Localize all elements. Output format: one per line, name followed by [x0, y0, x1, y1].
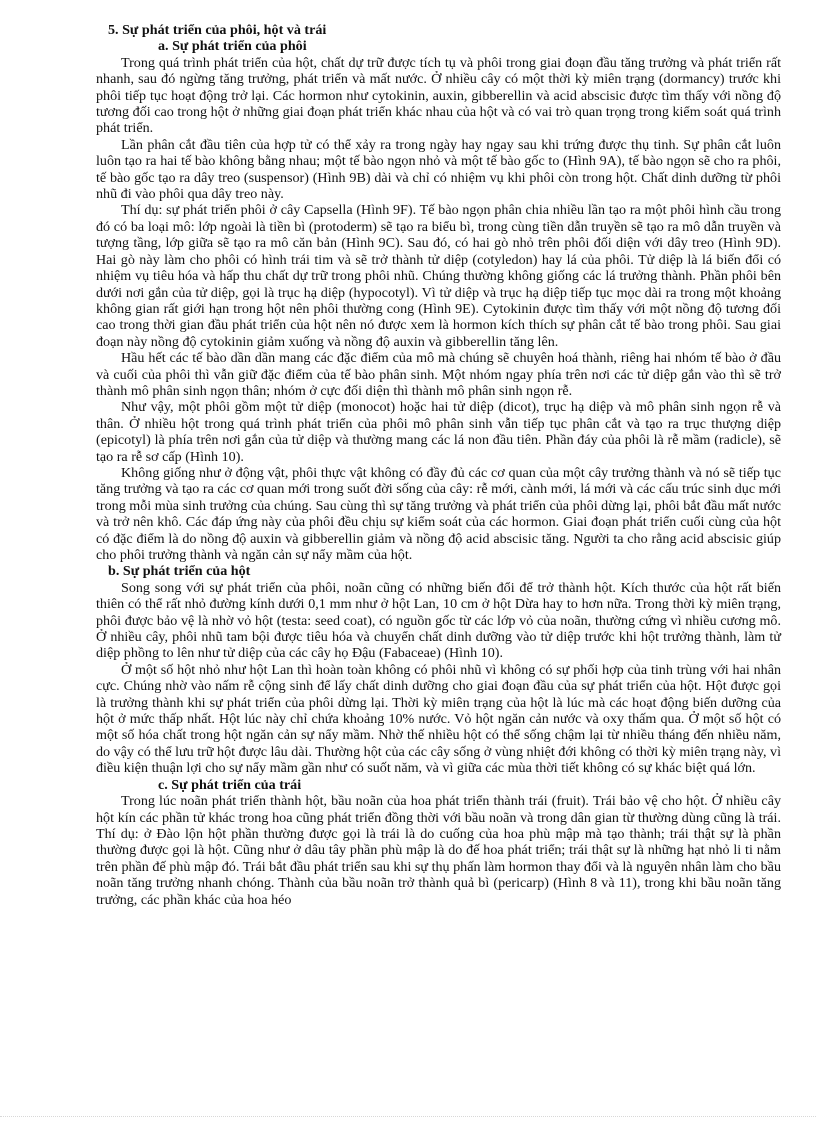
page-bottom-divider — [0, 1114, 816, 1117]
paragraph: Không giống như ở động vật, phôi thực vật không có đầy đủ các cơ quan của một cây trưởng thành và nó sẽ tiếp tục tăng trưởng và tạo ra các cơ quan mới trong suốt đời sống của cây: rễ mới, cành mới, lá mới và các cấu trúc sinh dục mới trong mỗi mùa sinh trưởng của chúng. Sau cùng thì sự tăng trưởng và phát triển của phôi dừng lại, phôi bắt đầu mất nước và trở nên khô. Các đáp ứng này của phôi đều chịu sự kiểm soát của các hormon. Giai đoạn phát triển cuối cùng của hột có đặc điểm là do nồng độ auxin và gibberellin giảm và nồng độ acid abscisic tăng. Người ta cho rằng acid abscisic giúp cho phôi trưởng thành và ngăn cản sự nẩy mầm của hột. — [96, 464, 781, 563]
paragraph: Trong quá trình phát triển của hột, chất dự trữ được tích tụ và phôi trong giai đoạn đầu tăng trưởng và phát triển rất nhanh, sau đó ngừng tăng trưởng, phát triển và mất nước. Ở nhiều cây có một thời kỳ miên trạng (dormancy) trước khi phôi tiếp tục hoạt động trở lại. Các hormon như cytokinin, auxin, gibberellin và acid abscisic được tìm thấy với nồng độ tương đối cao trong hột ở những giai đoạn phát triển khác nhau của hột và có vai trò quan trọng trong kiểm soát quá trình phát triển. — [96, 54, 781, 137]
paragraph: Hầu hết các tế bào dần dần mang các đặc điểm của mô mà chúng sẽ chuyên hoá thành, riêng hai nhóm tế bào ở đầu và cuối của phôi thì vẫn giữ đặc điểm của tế bào phân sinh. Một nhóm ngay phía trên nơi các tử diệp gắn vào thì sẽ trở thành mô phân sinh ngọn thân; nhóm ở cực đối diện thì thành mô phân sinh ngọn rễ. — [96, 350, 781, 399]
document-page — [96, 22, 781, 908]
paragraph: Lần phân cắt đầu tiên của hợp tử có thể xảy ra trong ngày hay ngay sau khi trứng được thụ tinh. Sự phân cắt luôn luôn tạo ra hai tế bào không bằng nhau; một tế bào ngọn nhỏ và một tế bào gốc to (Hình 9A), tế bào ngọn sẽ cho ra phôi, tế bào gốc tạo ra dây treo (suspensor) (Hình 9B) dài và chỉ có nhiệm vụ khi phôi còn trong hột. Chất dinh dưỡng từ phôi nhũ đi vào phôi qua dây treo này. — [96, 136, 781, 203]
subsection-c-title: c. Sự phát triển của trái — [158, 776, 302, 793]
paragraph: Ở một số hột nhỏ như hột Lan thì hoàn toàn không có phôi nhũ vì không có sự phối hợp của tinh trùng với hai nhân cực. Chúng nhờ vào nấm rễ cộng sinh để lấy chất dinh dưỡng cho giai đoạn đầu của sự phát triển của hột. Hột được gọi là trưởng thành khi sự phát triển của phôi dừng lại. Thời kỳ miên trạng của hột là lúc mà các hoạt động biến dưỡng của hột ở mức thấp nhất. Hột lúc này chỉ chứa khoảng 10% nước. Vỏ hột ngăn cản nước và oxy thấm qua. Ở một số hột có một số hóa chất trong hột ngăn cản sự nẩy mầm. Nhờ thế nhiều hột có thể sống chậm lại từ nhiều tháng đến nhiều năm, do vậy có thể lưu trữ hột được lâu dài. Thường hột của các cây sống ở vùng nhiệt đới không có thời kỳ miên trạng này, vì điều kiện thuận lợi cho sự nẩy mầm gần như có suốt năm, và vì giữa các mùa thời tiết không có sự khác biệt quá lớn. — [96, 661, 781, 777]
subsection-b-title: b. Sự phát triển của hột — [108, 563, 251, 580]
paragraph: Thí dụ: sự phát triển phôi ở cây Capsella (Hình 9F). Tế bào ngọn phân chia nhiều lần tạo ra một phôi hình cầu trong đó có ba loại mô: lớp ngoài là tiền bì (protoderm) sẽ tạo ra biểu bì, trong cùng tiền dẫn truyền sẽ tạo ra mô dẫn truyền và tượng tầng, lớp giữa sẽ tạo ra mô căn bản (Hình 9C). Sau đó, có hai gò nhỏ trên phôi đối diện với dây treo (Hình 9D). Hai gò này làm cho phôi có hình trái tim và sẽ trở thành tử diệp (cotyledon) hay lá của phôi. Tử diệp là lá biến đổi có nhiệm vụ tiêu hóa và hấp thu chất dự trữ trong phôi nhũ. Chúng thường không giống các lá trưởng thành. Phần phôi bên dưới nơi gắn của tử diệp, gọi là trục hạ diệp (hypocotyl). Vì tử diệp và trục hạ diệp tiếp tục mọc dài ra trong một khoảng không gian rất giới hạn trong hột nên phôi thường cong (Hình 9E). Cytokinin được tìm thấy với một nồng độ tương đối cao trong thời gian đầu phát triển của hột nên nó được xem là hormon kích thích sự phân cắt tế bào trong phôi. Sau giai đoạn này nồng độ cytokinin giảm xuống và nồng độ auxin và gibberellin tăng lên. — [96, 202, 781, 350]
subsection-a-title: a. Sự phát triển của phôi — [158, 38, 307, 55]
section-title: 5. Sự phát triển của phôi, hột và trái — [108, 22, 327, 38]
paragraph: Như vậy, một phôi gồm một tử diệp (monocot) hoặc hai tử diệp (dicot), trục hạ diệp và mô phân sinh ngọn rễ và thân. Ở nhiều hột trong quá trình phát triển của phôi mô phân sinh vẫn tiếp tục phân cắt và tạo ra trục thượng diệp (epicotyl) là phía trên nơi gắn của tử diệp và thường mang các lá non đầu tiên. Phần đáy của phôi là rễ mầm (radicle), sẽ tạo ra rễ sơ cấp (Hình 10). — [96, 399, 781, 465]
paragraph: Song song với sự phát triển của phôi, noãn cũng có những biến đổi để trở thành hột. Kích thước của hột rất biến thiên có thể rất nhỏ đường kính dưới 0,1 mm như ở hột Lan, 10 cm ở hột Dừa hay to hơn nữa. Trong thời kỳ miên trạng, phôi được bảo vệ là nhờ vỏ hột (testa: seed coat), có nguồn gốc từ các lớp vỏ của noãn, thường cứng vì nhiều cương mô. Ở nhiều cây, phôi nhũ tam bội được tiêu hóa và chuyển chất dinh dưỡng vào tử diệp trước khi hột trưởng thành, làm tử diệp phồng to lên như tử diệp của các cây họ Đậu (Fabaceae) (Hình 10). — [96, 579, 781, 662]
paragraph: Trong lúc noãn phát triển thành hột, bầu noãn của hoa phát triển thành trái (fruit). Trái bảo vệ cho hột. Ở nhiều cây hột kín các phần tử khác trong hoa cũng phát triển đồng thời với bầu noãn và trong dân gian từ thường dùng cũng là trái. Thí dụ: ở Đào lộn hột phần thường được gọi là trái là do cuống của hoa phù mập mà tạo thành; trái thật sự là phần thường được gọi là hột. Cũng như ở dâu tây phần phù mập là do đế hoa phát triển; trái thật sự là những hạt nhỏ li ti nằm trên phần đế phù mập đó. Trái bắt đầu phát triển sau khi sự thụ phấn làm hormon thay đổi và là nguyên nhân làm cho bầu noãn tăng trưởng nhanh chóng. Thành của bầu noãn trở thành quả bì (pericarp) (Hình 8 và 11), trong khi bầu noãn tăng trưởng, các phần khác của hoa héo — [96, 793, 781, 908]
